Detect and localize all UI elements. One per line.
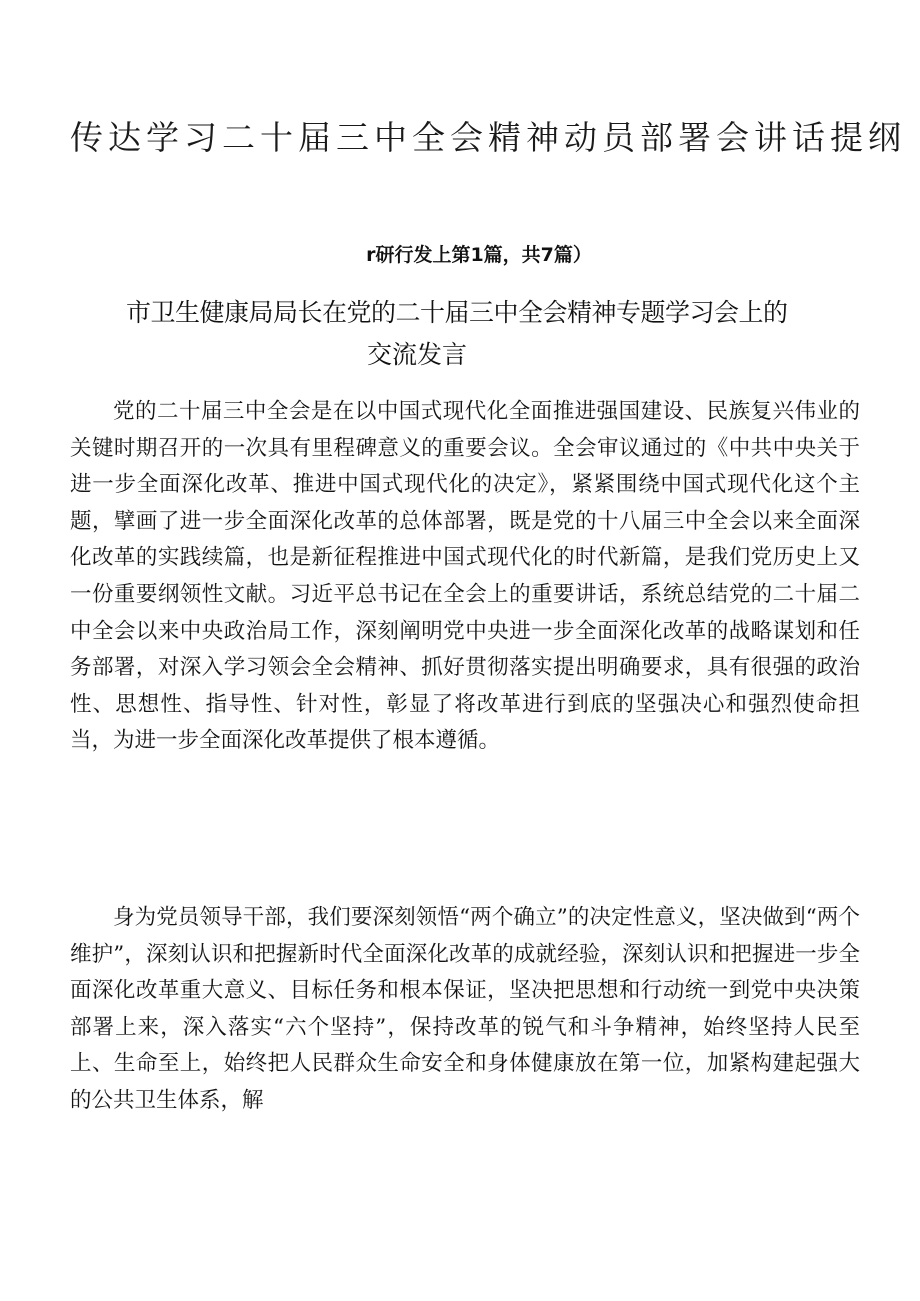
article-title-line1: 市卫生健康局局长在党的二十届三中全会精神专题学习会上的 — [126, 298, 788, 327]
document-title: 传达学习二十届三中全会精神动员部署会讲话提纲 — [70, 118, 906, 157]
body-paragraph-1: 党的二十届三中全会是在以中国式现代化全面推进强国建设、民族复兴伟业的关键时期召开的一次具有里程碑意义的重要会议。全会审议通过的《中共中央关于进一步全面深化改革、推进中国式现代化的决定》，紧紧围绕中国式现代化这个主题，擘画了进一步全面深化改革的总体部署，既是党的十八届三中全会以来全面深化改革的实践续篇，也是新征程推进中国式现代化的时代新篇，是我们党历史上又一份重要纲领性文献。习近平总书记在全会上的重要讲话，系统总结党的二十届二中全会以来中央政治局工作，深刻阐明党中央进一步全面深化改革的战略谋划和任务部署，对深入学习领会全会精神、抓好贯彻落实提出明确要求，具有很强的政治性、思想性、指导性、针对性，彰显了将改革进行到底的坚强决心和强烈使命担当，为进一步全面深化改革提供了根本遵循。 — [70, 399, 860, 754]
article-title-line2: 交流发言 — [367, 340, 468, 369]
subtitle-text: r研行发上第1篇，共7篇） — [366, 244, 592, 266]
document-subtitle — [0, 240, 920, 267]
body-paragraph-2: 身为党员领导干部，我们要深刻领悟“两个确立”的决定性意义，坚决做到“两个维护”，深刻认识和把握新时代全面深化改革的成就经验，深刻认识和把握进一步全面深化改革重大意义、目标任务和根本保证，坚决把思想和行动统一到党中央决策部署上来，深入落实“六个坚持”，保持改革的锐气和斗争精神，始终坚持人民至上、生命至上，始终把人民群众生命安全和身体健康放在第一位，加紧构建起强大的公共卫生体系，解 — [70, 905, 860, 1113]
